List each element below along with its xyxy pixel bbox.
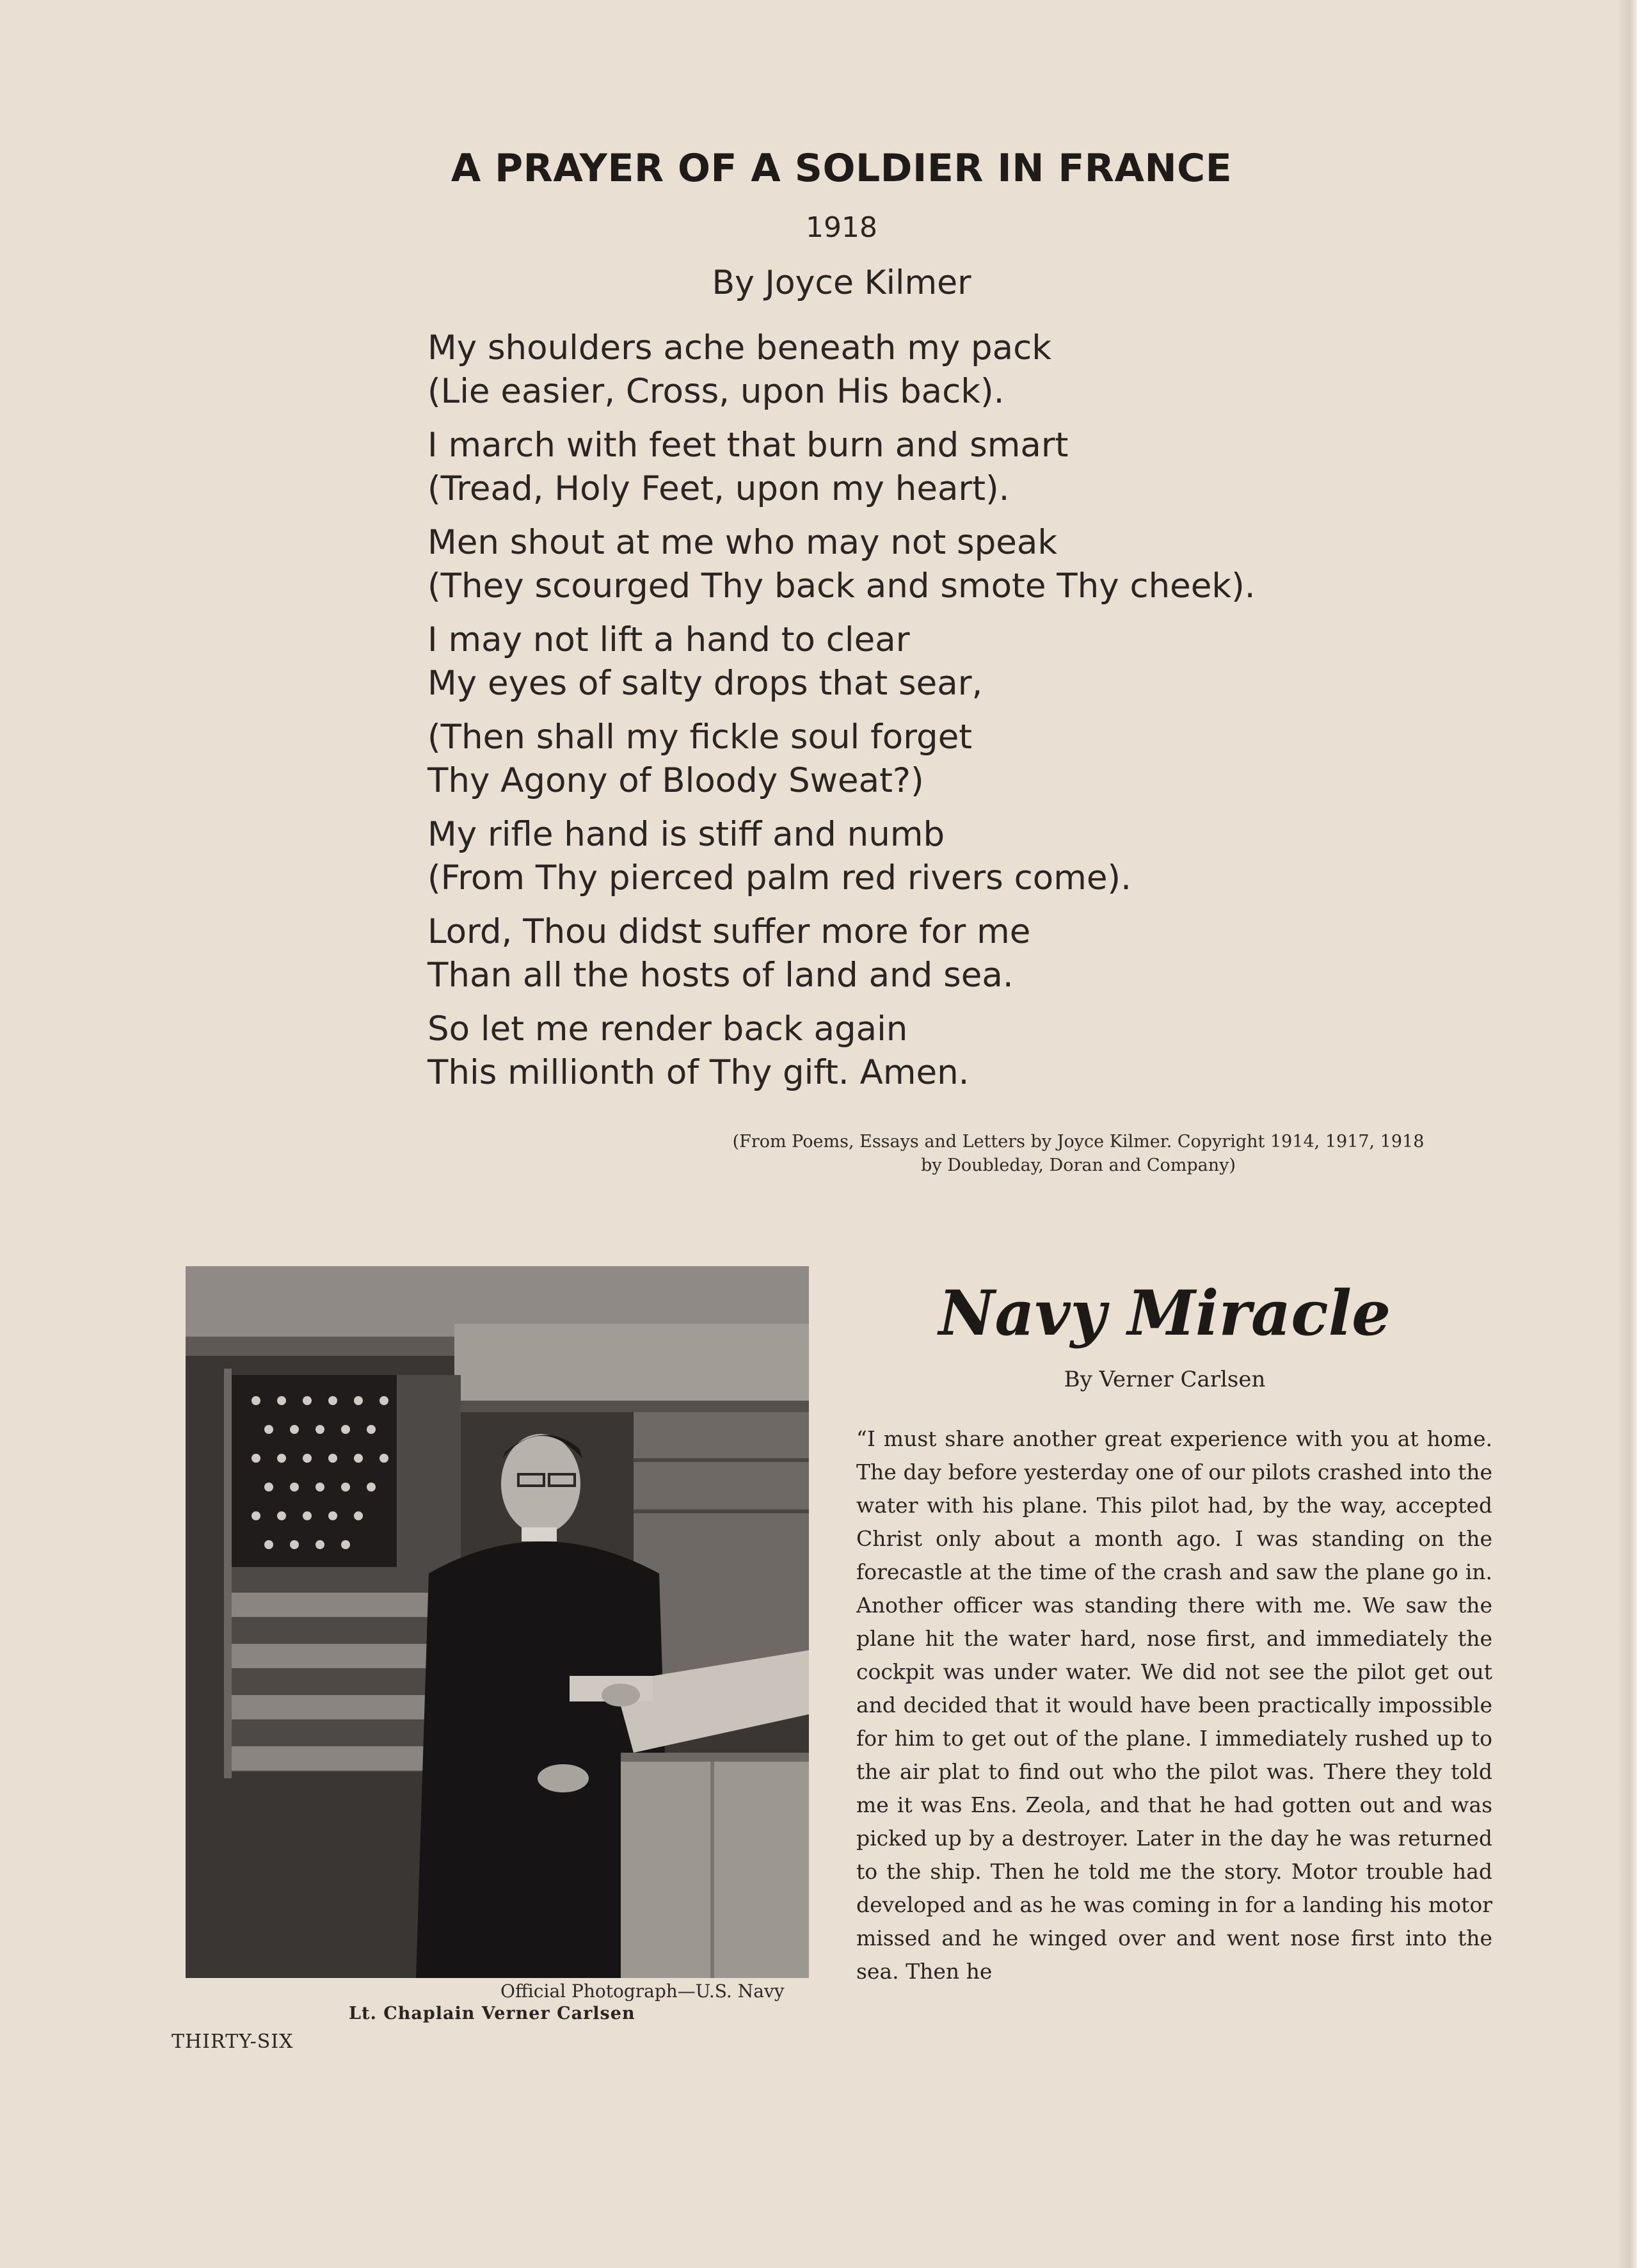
poem-line: I march with feet that burn and smart	[427, 426, 1069, 465]
poem-stanza	[427, 910, 1483, 997]
article-byline: By Verner Carlsen	[1064, 1367, 1266, 1392]
poem-stanza	[427, 424, 1483, 511]
poem-credit-line: (From Poems, Essays and Letters by Joyce Kilmer. Copyright 1914, 1917, 1918	[732, 1132, 1425, 1152]
photo-credit: Official Photograph—U.S. Navy	[500, 1981, 785, 2002]
poem-stanza	[427, 1008, 1483, 1095]
poem-line: (Lie easier, Cross, upon His back).	[427, 372, 1005, 411]
poem-line: My eyes of salty drops that sear,	[427, 664, 983, 703]
poem-line: My rifle hand is stiff and numb	[427, 815, 945, 854]
poem-line: (From Thy pierced palm red rivers come).	[427, 858, 1131, 897]
poem-title: A PRAYER OF A SOLDIER IN FRANCE	[451, 146, 1233, 191]
poem-stanza	[427, 521, 1483, 608]
poem-credit	[646, 1130, 1510, 1177]
poem-line: Thy Agony of Bloody Sweat?)	[427, 761, 924, 800]
article-title: Navy Miracle	[938, 1277, 1391, 1349]
poem-line: (Tread, Holy Feet, upon my heart).	[427, 469, 1010, 508]
poem-line: (Then shall my fickle soul forget	[427, 718, 973, 757]
photo-caption: Lt. Chaplain Verner Carlsen	[349, 2004, 635, 2023]
poem-line: This millionth of Thy gift. Amen.	[427, 1053, 970, 1092]
poem-year: 1918	[806, 211, 877, 244]
poem-line: I may not lift a hand to clear	[427, 620, 910, 659]
chaplain-photo	[186, 1266, 809, 1978]
page-edge	[1618, 0, 1637, 2268]
poem-line: Than all the hosts of land and sea.	[427, 956, 1014, 995]
poem-credit-line: by Doubleday, Doran and Company)	[921, 1155, 1236, 1175]
poem-stanza	[427, 813, 1483, 900]
poem-line: My shoulders ache beneath my pack	[427, 328, 1051, 367]
poem-line: Men shout at me who may not speak	[427, 523, 1058, 562]
article-body: “I must share another great experience with you at home. The day before yesterday one of our pilots crashed into the water with his plane. This pilot had, by the way, accepted Christ only about a month ago. I was standing on the forecastle at the time of the crash and saw the plane go in. Another officer was standing there with me. We saw the plane hit the water hard, nose first, and immediately the cockpit was under water. We did not see the pilot get out and decided that it would have been practically impossible for him to get out of the plane. I immediately rushed up to the air plat to find out who the pilot was. There they told me it was Ens. Zeola, and that he had gotten out and was picked up by a destroyer. Later in the day he was returned to the ship. Then he told me the story. Motor trouble had developed and as he was coming in for a landing his motor missed and he winged over and went nose first into the sea. Then he	[856, 1426, 1492, 1984]
poem-line: Lord, Thou didst suffer more for me	[427, 912, 1031, 951]
poem-stanza	[427, 716, 1483, 803]
page-number: THIRTY-SIX	[172, 2031, 294, 2053]
poem-line: So let me render back again	[427, 1009, 908, 1049]
poem-stanza	[427, 326, 1483, 414]
poem-body	[427, 326, 1483, 1105]
poem-author: By Joyce Kilmer	[712, 264, 971, 302]
poem-stanza	[427, 618, 1483, 705]
poem-line: (They scourged Thy back and smote Thy cheek).	[427, 567, 1256, 606]
